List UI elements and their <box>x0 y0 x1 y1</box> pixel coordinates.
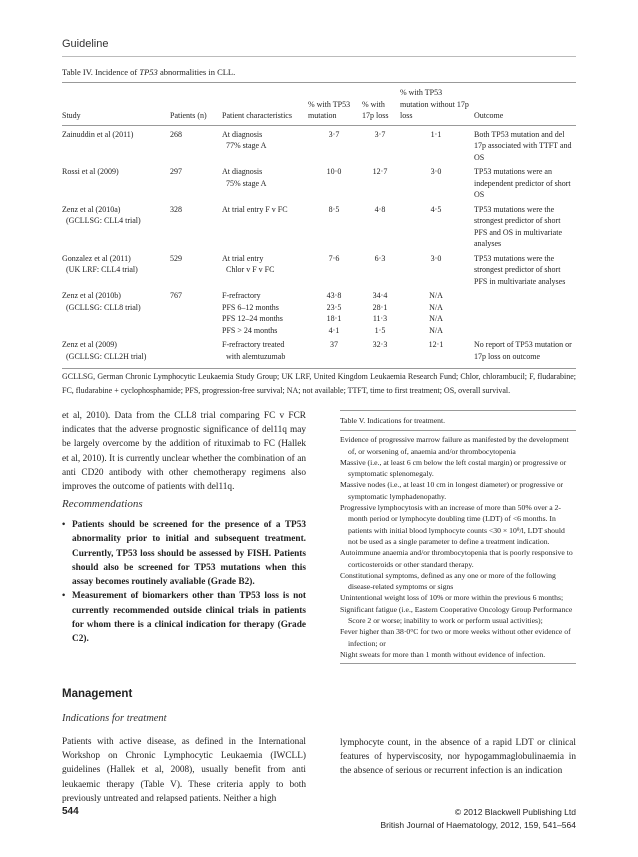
section-heading-management: Management <box>62 688 133 700</box>
table-cell: 32·3 <box>362 336 400 369</box>
table-cell: At diagnosis 75% stage A <box>222 167 267 188</box>
table4-footnote: GCLLSG, German Chronic Lymphocytic Leukaemia Study Group; UK LRF, United Kingdom Leukaemia Research Fund; Chlor, chlorambucil; F, fludarabine; FC, fludarabine + cyclophosphamide; PFS, progression-free survival; NA; not available; TTFT, time to first treatment; OS, overall survival. <box>62 372 576 395</box>
table-cell: 12·1 <box>400 336 474 369</box>
table5-item: Autoimmune anaemia and/or thrombocytopenia that is poorly responsive to corticosteroids or other standard therapy. <box>340 548 573 569</box>
table-cell: 3·7 <box>374 129 386 139</box>
body-paragraph: et al, 2010). Data from the CLL8 trial comparing FC v FCR indicates that the adverse prognostic significance of del11q may be largely overcome by the addition of rituximab to FC (Hallek et al, 2010). It is currently unclear whether the combination of an anti CD20 antibody with other chemotherapy regimens also improves the outcome of patients with del11q. <box>62 411 306 493</box>
table-row <box>62 250 576 288</box>
table-row <box>62 287 576 336</box>
table-cell: 43·8 23·5 18·1 4·1 <box>326 291 342 335</box>
table-cell: 3·0 <box>430 253 442 263</box>
table-cell: 8·5 <box>328 204 340 214</box>
col-header: % with 17p loss <box>362 83 400 126</box>
table-cell: 1·1 <box>430 129 442 139</box>
table-cell: 4·5 <box>430 204 442 214</box>
table-cell: Rossi et al (2009) <box>62 167 119 176</box>
table-cell: F-refractory PFS 6–12 months PFS 12–24 months PFS > 24 months <box>222 291 283 335</box>
table-cell: 268 <box>170 129 182 139</box>
table4-caption: Table IV. Incidence of TP53 abnormalities in CLL. <box>62 67 236 77</box>
journal-citation: British Journal of Haematology, 2012, 159, 541–564 <box>380 820 576 830</box>
table-cell: 3·0 <box>430 167 442 176</box>
table-cell: Zenz et al (2010a) (GCLLSG: CLL4 trial) <box>62 204 141 225</box>
recommendation-item: • Patients should be screened for the presence of a TP53 abnormality prior to initial and subsequent treatment. Currently, TP53 loss should be assessed by FISH. Patients should also be screened for TP53 mutations when this assay becomes routinely avaliable (Grade B2). <box>62 518 306 589</box>
table-cell: At trial entry F v FC <box>222 204 288 214</box>
table5-item: Massive (i.e., at least 6 cm below the left costal margin) or progressive or symptomatic splenomegaly. <box>340 457 567 479</box>
table-cell: 7·6 <box>328 253 340 263</box>
col-header: % with TP53 mutation <box>308 83 362 126</box>
table-cell: No report of TP53 mutation or 17p loss on outcome <box>474 336 576 369</box>
table-cell: At diagnosis 77% stage A <box>222 129 267 150</box>
table-row <box>62 163 576 201</box>
table5-item: Massive nodes (i.e., at least 10 cm in longest diameter) or progressive or symptomatic lymphadenopathy. <box>340 480 564 501</box>
body-paragraph: Patients with active disease, as defined in the International Workshop on Chronic Lymphocytic Leukaemia (IWCLL) guidelines (Hallek et al, 2008), usually benefit from anti leukaemic therapy (Table V). These criteria apply to both previously untreated and relapsed patients. Neither a high <box>62 737 306 804</box>
table-cell: Zainuddin et al (2011) <box>62 129 134 139</box>
table-cell <box>170 336 222 369</box>
table5 <box>340 410 576 664</box>
table5-item: Progressive lymphocytosis with an increase of more than 50% over a 2-month period or lymphocyte doubling time (LDT) of <6 months. In patients with initial blood lymphocyte counts <30 × 10⁹/l, LDT should not be used as a single parameter to define a treatment indication. <box>340 503 565 546</box>
copyright: © 2012 Blackwell Publishing Ltd <box>454 807 576 817</box>
table5-item: Constitutional symptoms, defined as any one or more of the following disease-related symptoms or signs <box>340 570 556 592</box>
table-cell: 529 <box>170 253 182 263</box>
body-paragraph: lymphocyte count, in the absence of a rapid LDT or clinical features of hyperviscosity, nor hypogammaglobulinaemia in the absence of serious or recurrent infection is an indication <box>340 738 576 777</box>
table-cell: Zenz et al (2010b) (GCLLSG: CLL8 trial) <box>62 291 141 312</box>
table5-item: Evidence of progressive marrow failure as manifested by the development of, or worsening of, anaemia and/or thrombocytopenia <box>340 435 569 456</box>
header-rule <box>62 56 576 57</box>
col-header: Outcome <box>474 83 576 126</box>
table-row <box>62 201 576 250</box>
recommendations-list <box>62 518 306 647</box>
table-cell: 10·0 <box>326 167 342 176</box>
table-cell: 12·7 <box>372 167 388 176</box>
table5-item: Unintentional weight loss of 10% or more within the previous 6 months; <box>340 593 564 603</box>
table-row <box>62 125 576 163</box>
table4 <box>62 82 576 369</box>
table-cell: 4·8 <box>374 204 386 214</box>
table-cell: F-refractory treated with alemtuzumab <box>222 336 308 369</box>
table-cell: At trial entry Chlor v F v FC <box>222 253 275 274</box>
table-cell: TP53 mutations were the strongest predictor of short PFS and OS in multivariate analyses <box>474 204 562 248</box>
subheading-indications: Indications for treatment <box>62 713 167 724</box>
table-cell: N/A N/A N/A N/A <box>429 291 443 335</box>
running-header: Guideline <box>62 38 109 50</box>
col-header: Study <box>62 83 170 126</box>
page-number: 544 <box>62 806 79 817</box>
table-cell: TP53 mutations were the strongest predictor of short PFS in multivariate analyses <box>474 253 566 286</box>
recommendations-heading: Recommendations <box>62 498 143 510</box>
table-cell <box>474 287 576 336</box>
col-header: Patient characteristics <box>222 83 308 126</box>
table-cell: Gonzalez et al (2011) (UK LRF: CLL4 trial) <box>62 253 138 274</box>
journal-footer <box>381 806 576 832</box>
table-cell: 37 <box>308 336 362 369</box>
table-cell: 6·3 <box>374 253 386 263</box>
table5-item: Fever higher than 38·0°C for two or more weeks without other evidence of infection; or <box>340 627 571 648</box>
table-cell: 3·7 <box>328 129 340 139</box>
table5-item: Significant fatigue (i.e., Eastern Cooperative Oncology Group Performance Score 2 or worse; inability to work or perform usual activities); <box>340 604 573 626</box>
col-header: % with TP53 mutation without 17p loss <box>400 83 474 126</box>
table-cell: 297 <box>170 167 182 176</box>
table-cell: 767 <box>170 291 182 300</box>
table-cell: 328 <box>170 204 182 214</box>
table-cell: 34·4 28·1 11·3 1·5 <box>372 291 388 335</box>
table4-header-row <box>62 83 576 126</box>
table5-caption: Table V. Indications for treatment. <box>340 410 576 431</box>
table-cell: Both TP53 mutation and del 17p associated with TTFT and OS <box>474 129 572 162</box>
col-header: Patients (n) <box>170 83 222 126</box>
table-row <box>62 336 576 369</box>
table5-item: Night sweats for more than 1 month without evidence of infection. <box>340 649 576 664</box>
table-cell: TP53 mutations were an independent predictor of short OS <box>474 167 571 199</box>
recommendation-item: • Measurement of biomarkers other than TP53 loss is not currently recommended outside clinical trials in patients for whom there is a clinical indication for therapy (Grade C2). <box>62 589 306 646</box>
table-cell: Zenz et al (2009) (GCLLSG: CLL2H trial) <box>62 336 170 369</box>
